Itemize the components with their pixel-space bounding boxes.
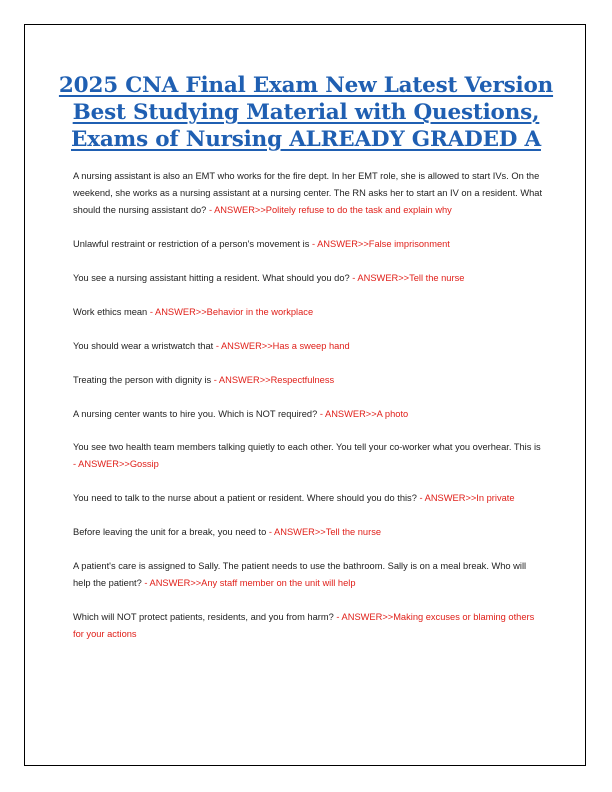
answer-text: - ANSWER>>Making excuses or blaming others for your actions [73,612,535,639]
answer-text: - ANSWER>>Behavior in the workplace [149,306,314,317]
question-item [73,168,543,218]
question-item [73,558,543,592]
question-text: Work ethics mean [73,306,150,317]
question-text: You should wear a wristwatch that [73,340,216,351]
question-item [73,372,543,389]
question-text: Unlawful restraint or restriction of a person's movement is [73,238,312,249]
question-text: You need to talk to the nurse about a patient or resident. Where should you do this? [73,493,420,504]
question-text: Which will NOT protect patients, residents, and you from harm? [73,612,337,623]
answer-text: - ANSWER>>Politely refuse to do the task and explain why [208,204,452,215]
question-text: You see a nursing assistant hitting a resident. What should you do? [73,272,353,283]
answer-text: - ANSWER>>In private [419,493,515,504]
answer-text: - ANSWER>>A photo [319,408,409,419]
answer-text: - ANSWER>>Tell the nurse [268,527,382,538]
answer-text: - ANSWER>>False imprisonment [311,238,450,249]
question-item [73,609,543,643]
question-text: A patient's care is assigned to Sally. The patient needs to use the bathroom. Sally is on a meal break. Who will help the patient? [73,561,527,589]
document-title: 2025 CNA Final Exam New Latest Version Best Studying Material with Questions, Exams of Nursing ALREADY GRADED A [58,73,554,152]
answer-text: - ANSWER>>Tell the nurse [352,272,465,283]
question-text: Treating the person with dignity is [73,374,214,385]
answer-text: - ANSWER>>Respectfulness [213,374,335,385]
question-item [73,524,543,541]
question-item [73,406,543,423]
question-text: A nursing center wants to hire you. Which is NOT required? [73,408,320,419]
question-item [73,270,543,287]
question-item [73,338,543,355]
answer-text: - ANSWER>>Has a sweep hand [215,340,350,351]
question-list [73,168,543,660]
question-text: A nursing assistant is also an EMT who works for the fire dept. In her EMT role, she is allowed to start IVs. On the weekend, she works as a nursing assistant at a nursing center. The RN asks her to start an IV on a resident. What should the nursing assistant do? [73,171,543,215]
question-item [73,236,543,253]
question-item [73,490,543,507]
question-text: Before leaving the unit for a break, you need to [73,527,269,538]
question-item [73,304,543,321]
answer-text: - ANSWER>>Any staff member on the unit will help [144,578,356,589]
question-text: You see two health team members talking quietly to each other. You tell your co-worker what you overhear. This is [73,442,541,453]
answer-text: - ANSWER>>Gossip [73,459,159,470]
question-item [73,439,543,473]
